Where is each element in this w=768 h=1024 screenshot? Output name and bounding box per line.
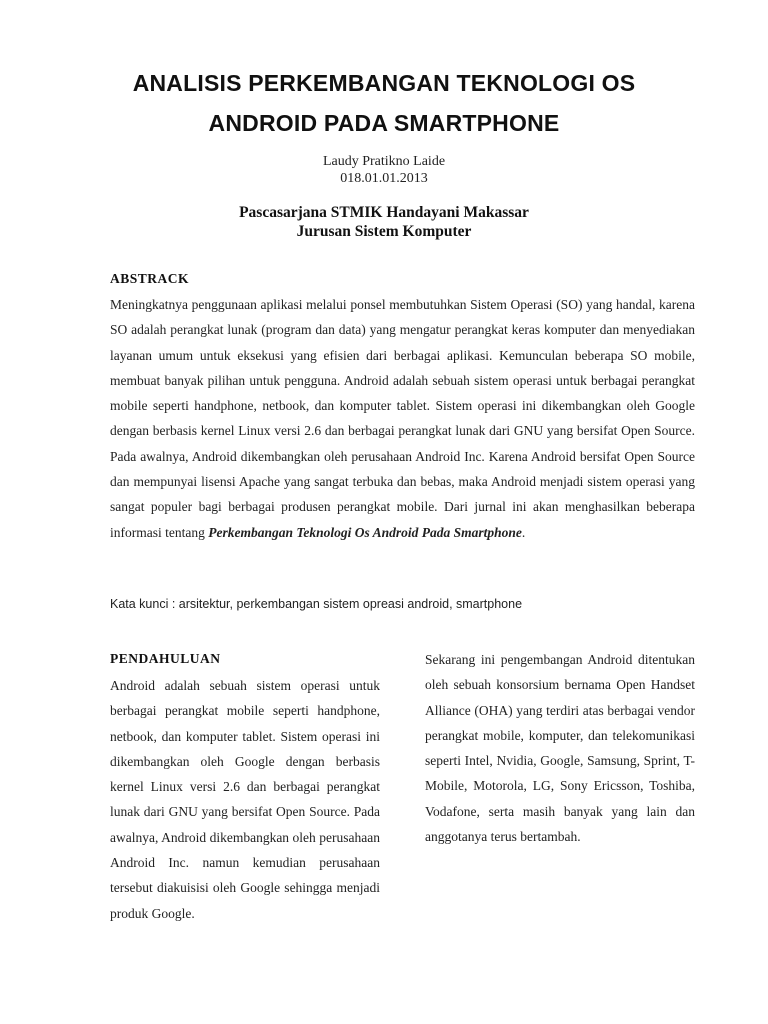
introduction-left-column: Android adalah sebuah sistem operasi untuk berbagai perangkat mobile seperti handphone, netbook, dan komputer tablet. Sistem operasi ini dikembangkan oleh Google dengan berbasis kernel Linux versi 2.6 dan berbagai perangkat lunak dari GNU yang bersifat Open Source. Pada awalnya, Android dikembangkan oleh perusahaan Android Inc. namun kemudian perusahaan tersebut diakuisisi oleh Google sehingga menjadi produk Google. [110,678,380,921]
paper-title-line-1: ANALISIS PERKEMBANGAN TEKNOLOGI OS [132,70,636,96]
affiliation-department: Jurusan Sistem Komputer [296,223,472,240]
affiliation-institution: Pascasarjana STMIK Handayani Makassar [239,204,529,221]
abstract-text: Meningkatnya penggunaan aplikasi melalui ponsel membutuhkan Sistem Operasi (SO) yang handal, karena SO adalah perangkat lunak (program dan data) yang mengatur perangkat keras komputer dan menyediakan layanan umum untuk eksekusi yang efisien dari berbagai aplikasi. Kemunculan beberapa SO mobile, membuat banyak pilihan untuk pengguna. Android adalah sebuah sistem operasi untuk berbagai perangkat mobile seperti handphone, netbook, dan komputer tablet. Sistem operasi ini dikembangkan oleh Google dengan berbasis kernel Linux versi 2.6 dan berbagai perangkat lunak dari GNU yang bersifat Open Source. Pada awalnya, Android dikembangkan oleh perusahaan Android Inc. Karena Android bersifat Open Source dan mempunyai lisensi Apache yang sangat terbuka dan bebas, maka Android menjadi sistem operasi yang sangat populer bagi berbagai produsen perangkat mobile. Dari jurnal ini akan menghasilkan beberapa informasi tentang [110,297,695,540]
abstract-body [110,292,695,545]
introduction-heading: PENDAHULUAN [110,651,221,666]
abstract-heading: ABSTRACK [110,271,190,286]
author-name: Laudy Pratikno Laide [322,154,446,169]
introduction-right-column: Sekarang ini pengembangan Android ditentukan oleh sebuah konsorsium bernama Open Handset Alliance (OHA) yang terdiri atas berbagai vendor perangkat mobile, komputer, dan telekomunikasi seperti Intel, Nvidia, Google, Samsung, Sprint, T-Mobile, Motorola, LG, Sony Ericsson, Toshiba, Vodafone, serta masih banyak yang lain dan anggotanya terus bertambah. [425,652,695,845]
paper-title-line-2: ANDROID PADA SMARTPHONE [208,110,560,136]
author-id: 018.01.01.2013 [340,171,428,186]
keywords: Kata kunci : arsitektur, perkembangan sistem opreasi android, smartphone [110,597,523,611]
abstract-end: . [521,524,526,540]
abstract-emphasis: Perkembangan Teknologi Os Android Pada Smartphone [208,524,522,540]
